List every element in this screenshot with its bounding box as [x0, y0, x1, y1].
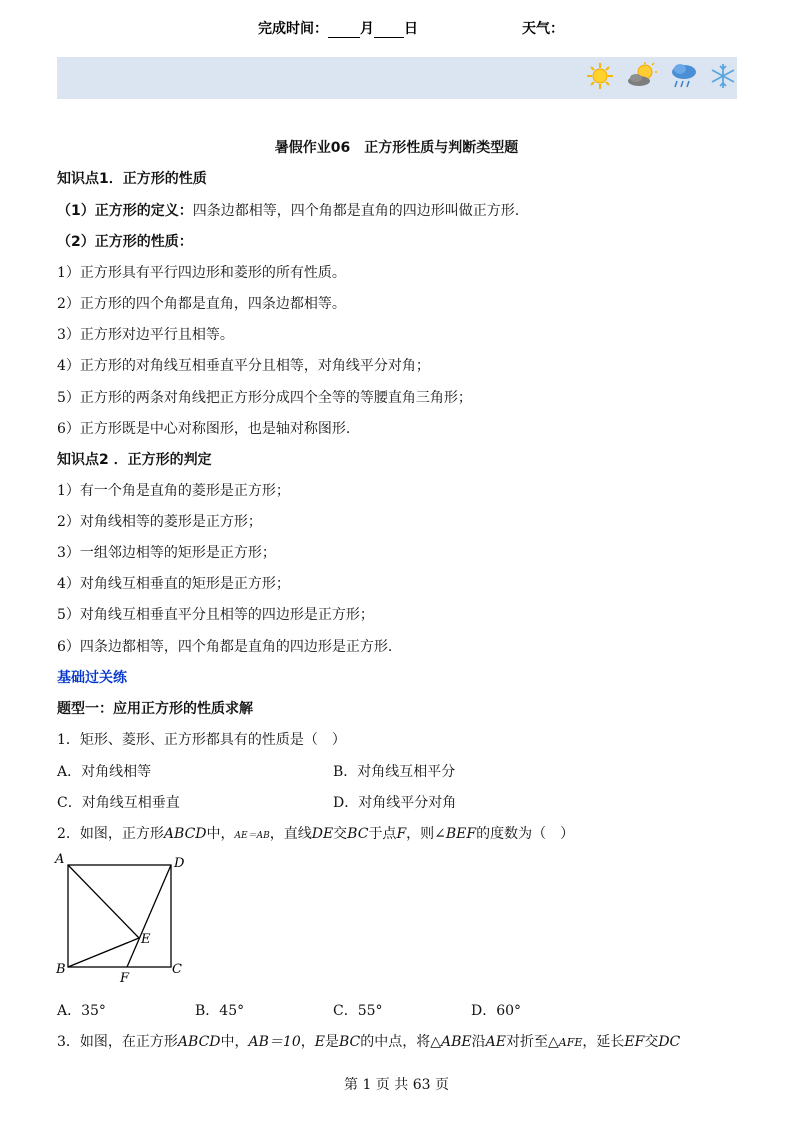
k1-item: 5）正方形的两条对角线把正方形分成四个全等的等腰直角三角形； [57, 390, 472, 406]
q3-stem: 3．如图，在正方形ABCD中，AB＝10，E是BC的中点，将△ABE沿AE对折至△AFE，延长EF交DC [57, 1034, 681, 1050]
type1-heading: 题型一：应用正方形的性质求解 [57, 701, 253, 717]
k2-item: 1）有一个角是直角的菱形是正方形； [57, 483, 290, 499]
k1-item: 1）正方形具有平行四边形和菱形的所有性质。 [57, 265, 346, 281]
q2-stem: 2．如图，正方形ABCD中，AE＝AB，直线DE交BC于点F，则∠BEF的度数为（ ） [57, 826, 575, 842]
q1-option-a[interactable]: A．对角线相等 [57, 764, 152, 780]
k1-item: 2）正方形的四个角都是直角，四条边都相等。 [57, 296, 346, 312]
q1-option-c[interactable]: C．对角线互相垂直 [57, 795, 180, 811]
q2-option-a[interactable]: A．35° [57, 1003, 106, 1019]
rain-cloud-icon [670, 62, 698, 92]
k2-heading: 知识点2 ．正方形的判定 [57, 452, 212, 468]
k1-item: 6）正方形既是中心对称图形，也是轴对称图形. [57, 421, 351, 437]
label-d: D [174, 856, 185, 871]
k2-item: 2）对角线相等的菱形是正方形； [57, 514, 262, 530]
line-df [127, 865, 171, 967]
k1-item: 3）正方形对边平行且相等。 [57, 327, 234, 343]
q2-figure [52, 850, 202, 985]
q2-option-d[interactable]: D．60° [471, 1003, 522, 1019]
k2-item: 6）四条边都相等，四个角都是直角的四边形是正方形. [57, 639, 393, 655]
label-c: C [172, 962, 182, 977]
label-e: E [141, 932, 151, 947]
k2-item: 4）对角线互相垂直的矩形是正方形； [57, 576, 290, 592]
weather-label: 天气： [522, 21, 564, 37]
label-b: B [56, 962, 66, 977]
page-footer: 第 1 页 共 63 页 [344, 1077, 449, 1093]
segment-ae [68, 865, 139, 938]
finish-time-label: 完成时间： 月 日 [258, 21, 418, 37]
q2-option-c[interactable]: C．55° [333, 1003, 383, 1019]
k2-item: 3）一组邻边相等的矩形是正方形； [57, 545, 276, 561]
k2-item: 5）对角线互相垂直平分且相等的四边形是正方形； [57, 607, 374, 623]
partly-cloudy-icon [626, 62, 658, 90]
label-f: F [120, 971, 130, 985]
q2-option-b[interactable]: B．45° [195, 1003, 245, 1019]
q1-option-d[interactable]: D．对角线平分对角 [333, 795, 457, 811]
k1-item: 4）正方形的对角线互相垂直平分且相等，对角线平分对角； [57, 358, 430, 374]
k1-definition: （1）正方形的定义：四条边都相等，四个角都是直角的四边形叫做正方形. [57, 203, 520, 219]
page-title: 暑假作业06 正方形性质与判断类型题 [274, 140, 519, 156]
sun-icon [586, 62, 614, 90]
q1-stem: 1．矩形、菱形、正方形都具有的性质是（ ） [57, 732, 346, 748]
month-blank [328, 23, 360, 38]
k1-prop-label: （2）正方形的性质： [57, 234, 193, 250]
snowflake-icon [710, 62, 736, 90]
day-blank [374, 23, 404, 38]
q1-option-b[interactable]: B．对角线互相平分 [333, 764, 456, 780]
k1-heading: 知识点1．正方形的性质 [57, 171, 207, 187]
section-heading: 基础过关练 [57, 670, 127, 686]
label-a: A [55, 852, 65, 867]
